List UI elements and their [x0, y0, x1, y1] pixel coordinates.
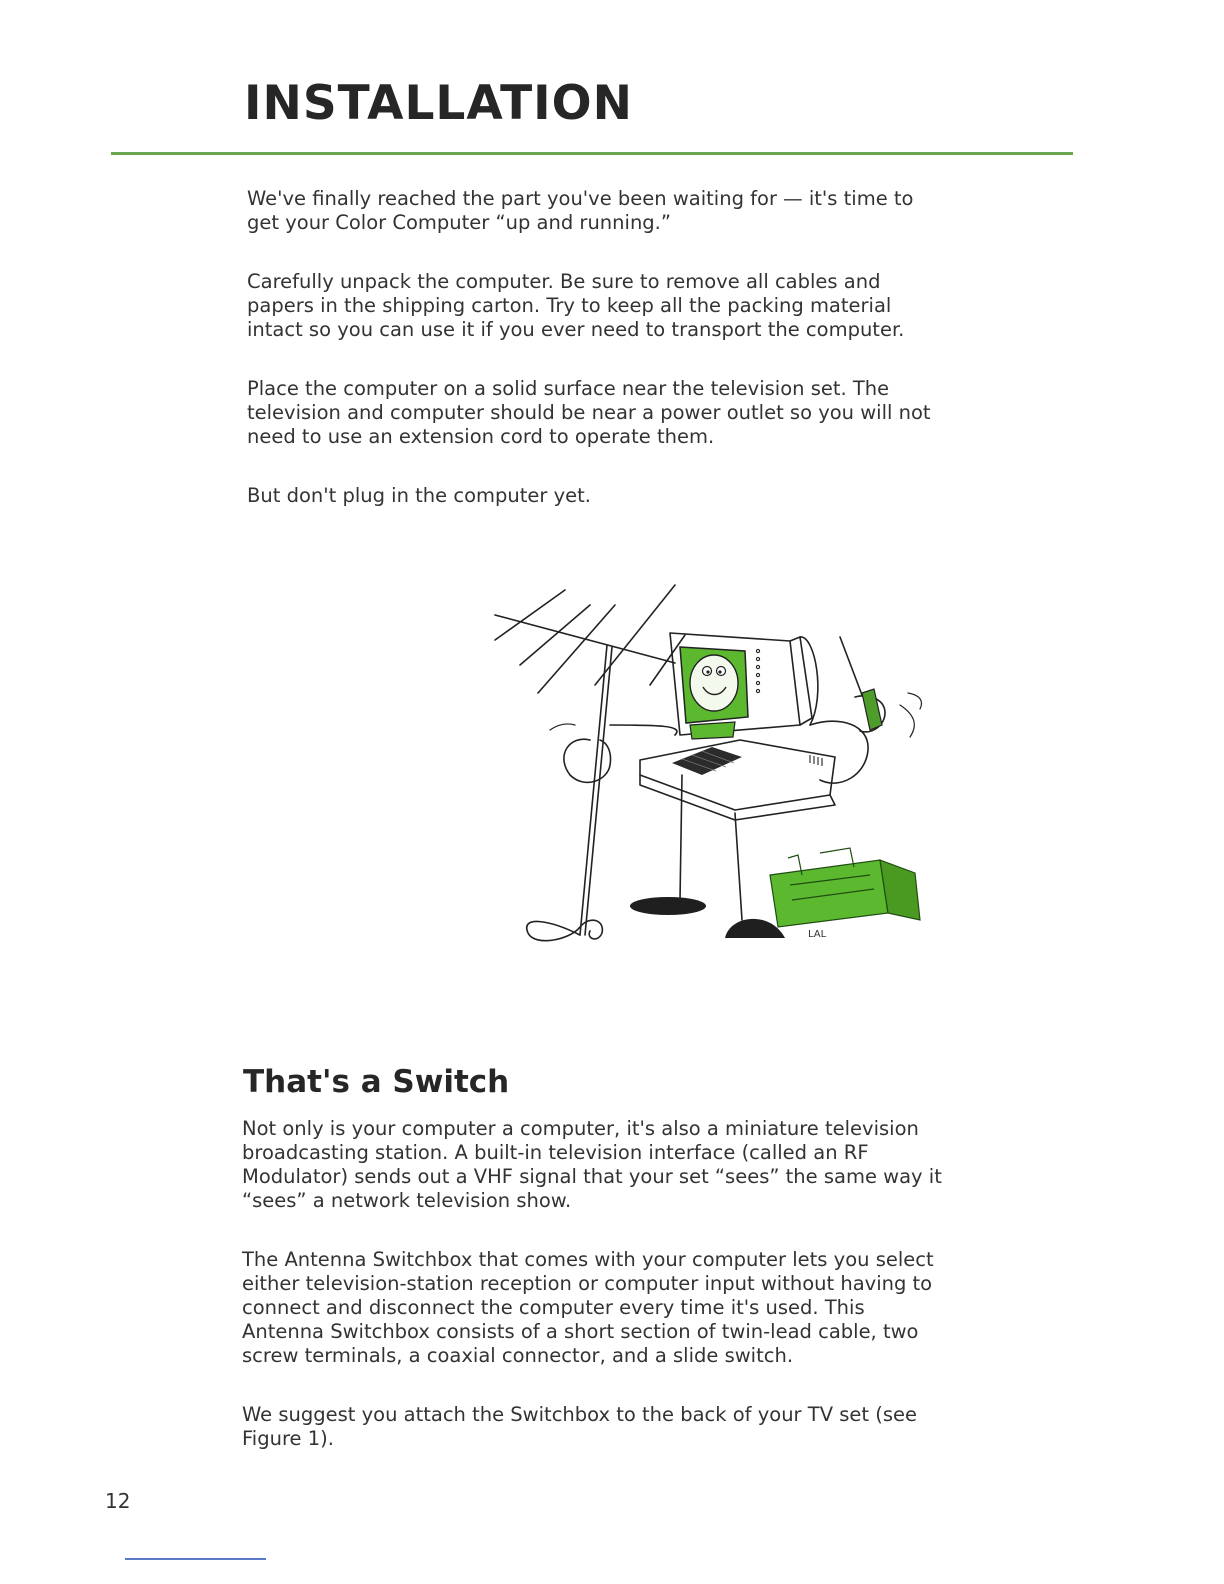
illustration-svg	[490, 575, 930, 950]
left-leg	[680, 775, 682, 900]
title-divider	[111, 152, 1073, 155]
section-paragraph-2: The Antenna Switchbox that comes with your computer lets you select either television-station reception or computer input without having to connect and disconnect the computer every time it's used. This Antenna Switchbox consists of a short section of twin-lead cable, two screw terminals, a coaxial connector, and a slide switch.	[242, 1248, 934, 1367]
page-number: 12	[105, 1489, 131, 1513]
intro-paragraph-2: Carefully unpack the computer. Be sure to remove all cables and papers in the shipping carton. Try to keep all the packing material intact so you can use it if you ever need to transport the computer.	[247, 270, 905, 341]
right-arm	[810, 721, 868, 783]
left-foot	[630, 897, 706, 915]
face	[690, 655, 738, 711]
toolbox	[770, 848, 920, 927]
pupil	[706, 670, 709, 673]
section-paragraph-1: Not only is your computer a computer, it's also a miniature television broadcasting station. A built-in television interface (called an RF Modulator) sends out a VHF signal that your set “sees” the same way it “sees” a network television show.	[242, 1117, 942, 1212]
control-dots	[756, 649, 759, 692]
computer-character-illustration	[490, 575, 930, 954]
motion-line	[900, 705, 914, 737]
antenna-element	[650, 635, 685, 685]
screwdriver-shaft	[840, 637, 862, 695]
intro-paragraph-1: We've finally reached the part you've been waiting for — it's time to get your Color Computer “up and running.”	[247, 187, 914, 234]
computer-base	[640, 740, 835, 810]
left-arm	[610, 725, 677, 735]
section-paragraph-3: We suggest you attach the Switchbox to the back of your TV set (see Figure 1).	[242, 1403, 917, 1450]
right-foot	[725, 919, 785, 938]
pupil	[718, 670, 721, 673]
screwdriver-handle	[862, 689, 882, 730]
antenna-pole	[580, 645, 607, 935]
antenna-pole	[585, 647, 612, 935]
right-leg	[735, 813, 742, 920]
intro-paragraph-3: Place the computer on a solid surface near the television set. The television and computer should be near a power outlet so you will not need to use an extension cord to operate them.	[247, 377, 931, 448]
monitor-neck	[690, 722, 735, 739]
intro-paragraph-4: But don't plug in the computer yet.	[247, 484, 591, 507]
computer-base-edge	[640, 775, 835, 820]
antenna-element	[495, 590, 565, 640]
motion-line	[908, 693, 922, 709]
page-title: INSTALLATION	[244, 76, 633, 131]
motion-line	[550, 724, 575, 730]
section-heading: That's a Switch	[243, 1064, 510, 1100]
artist-signature: LAL	[808, 929, 827, 940]
antenna-element	[595, 585, 675, 685]
bottom-edge-mark	[125, 1558, 266, 1560]
coiled-cable	[527, 920, 603, 941]
vents	[810, 755, 822, 766]
monitor-side	[790, 637, 812, 725]
